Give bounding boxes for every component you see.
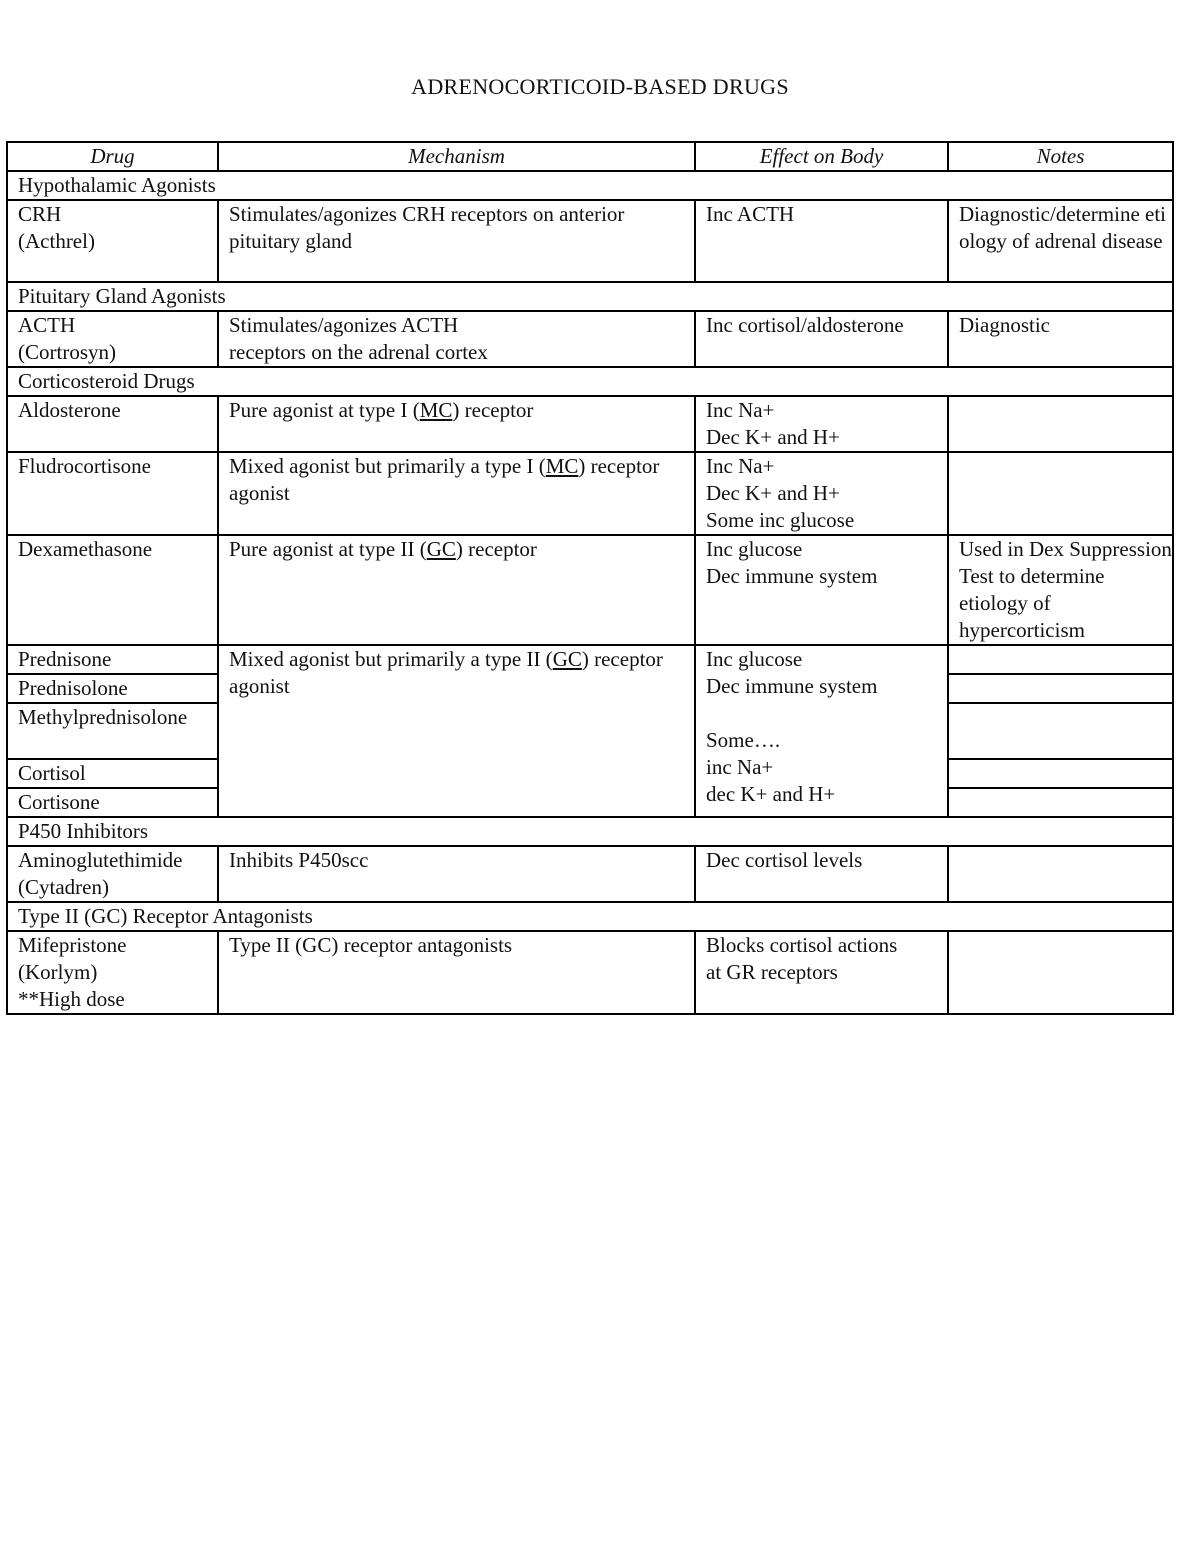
drug-cell: Mifepristone (Korlym) **High dose (7, 931, 218, 1014)
drug-table (6, 141, 1174, 1015)
notes-cell (948, 452, 1173, 535)
mechanism-cell: Mixed agonist but primarily a type II (GC) receptor agonist (218, 645, 695, 817)
section-antagonists: Type II (GC) Receptor Antagonists (7, 902, 1173, 931)
drug-cell: Cortisone (7, 788, 218, 817)
mechanism-cell: Type II (GC) receptor antagonists (218, 931, 695, 1014)
table-row (7, 396, 1173, 452)
table-row (7, 535, 1173, 645)
drug-cell: Prednisone (7, 645, 218, 674)
section-row (7, 367, 1173, 396)
notes-cell (948, 396, 1173, 452)
document-title: ADRENOCORTICOID-BASED DRUGS (411, 74, 789, 99)
header-drug: Drug (7, 142, 218, 171)
effect-cell: Inc ACTH (695, 200, 948, 282)
drug-cell: CRH (Acthrel) (7, 200, 218, 282)
notes-cell (948, 645, 1173, 674)
drug-cell: Prednisolone (7, 674, 218, 703)
drug-cell: Cortisol (7, 759, 218, 788)
notes-cell (948, 846, 1173, 902)
mechanism-cell: Stimulates/agonizes CRH receptors on anterior pituitary gland (218, 200, 695, 282)
effect-cell: Blocks cortisol actions at GR receptors (695, 931, 948, 1014)
notes-cell (948, 703, 1173, 759)
table-row (7, 645, 1173, 674)
effect-cell: Inc glucose Dec immune system (695, 535, 948, 645)
section-row (7, 171, 1173, 200)
drug-cell: ACTH (Cortrosyn) (7, 311, 218, 367)
effect-cell: Inc glucose Dec immune system Some…. inc Na+ dec K+ and H+ (695, 645, 948, 817)
section-corticosteroid: Corticosteroid Drugs (7, 367, 1173, 396)
drug-cell: Methylprednisolone (7, 703, 218, 759)
mechanism-cell: Mixed agonist but primarily a type I (MC) receptor agonist (218, 452, 695, 535)
notes-cell (948, 759, 1173, 788)
effect-cell: Inc Na+ Dec K+ and H+ (695, 396, 948, 452)
table-row (7, 200, 1173, 282)
table-row (7, 311, 1173, 367)
mechanism-cell: Stimulates/agonizes ACTH receptors on the adrenal cortex (218, 311, 695, 367)
effect-cell: Inc Na+ Dec K+ and H+ Some inc glucose (695, 452, 948, 535)
header-effect: Effect on Body (695, 142, 948, 171)
mechanism-cell: Pure agonist at type II (GC) receptor (218, 535, 695, 645)
notes-cell (948, 788, 1173, 817)
notes-cell: Diagnostic (948, 311, 1173, 367)
drug-cell: Fludrocortisone (7, 452, 218, 535)
drug-cell: Aldosterone (7, 396, 218, 452)
section-p450: P450 Inhibitors (7, 817, 1173, 846)
drug-cell: Dexamethasone (7, 535, 218, 645)
effect-cell: Inc cortisol/aldosterone (695, 311, 948, 367)
section-pituitary: Pituitary Gland Agonists (7, 282, 1173, 311)
effect-cell: Dec cortisol levels (695, 846, 948, 902)
section-row (7, 817, 1173, 846)
table-row (7, 846, 1173, 902)
table-row (7, 931, 1173, 1014)
notes-cell: Diagnostic/determine etiology of adrenal disease (948, 200, 1173, 282)
notes-cell: Used in Dex Suppression Test to determine etiology of hypercorticism (948, 535, 1173, 645)
drug-cell: Aminoglutethimide (Cytadren) (7, 846, 218, 902)
section-hypothalamic: Hypothalamic Agonists (7, 171, 1173, 200)
mechanism-cell: Pure agonist at type I (MC) receptor (218, 396, 695, 452)
notes-cell (948, 674, 1173, 703)
notes-cell (948, 931, 1173, 1014)
table-header-row (7, 142, 1173, 171)
header-mechanism: Mechanism (218, 142, 695, 171)
header-notes: Notes (948, 142, 1173, 171)
section-row (7, 902, 1173, 931)
table-row (7, 452, 1173, 535)
section-row (7, 282, 1173, 311)
mechanism-cell: Inhibits P450scc (218, 846, 695, 902)
